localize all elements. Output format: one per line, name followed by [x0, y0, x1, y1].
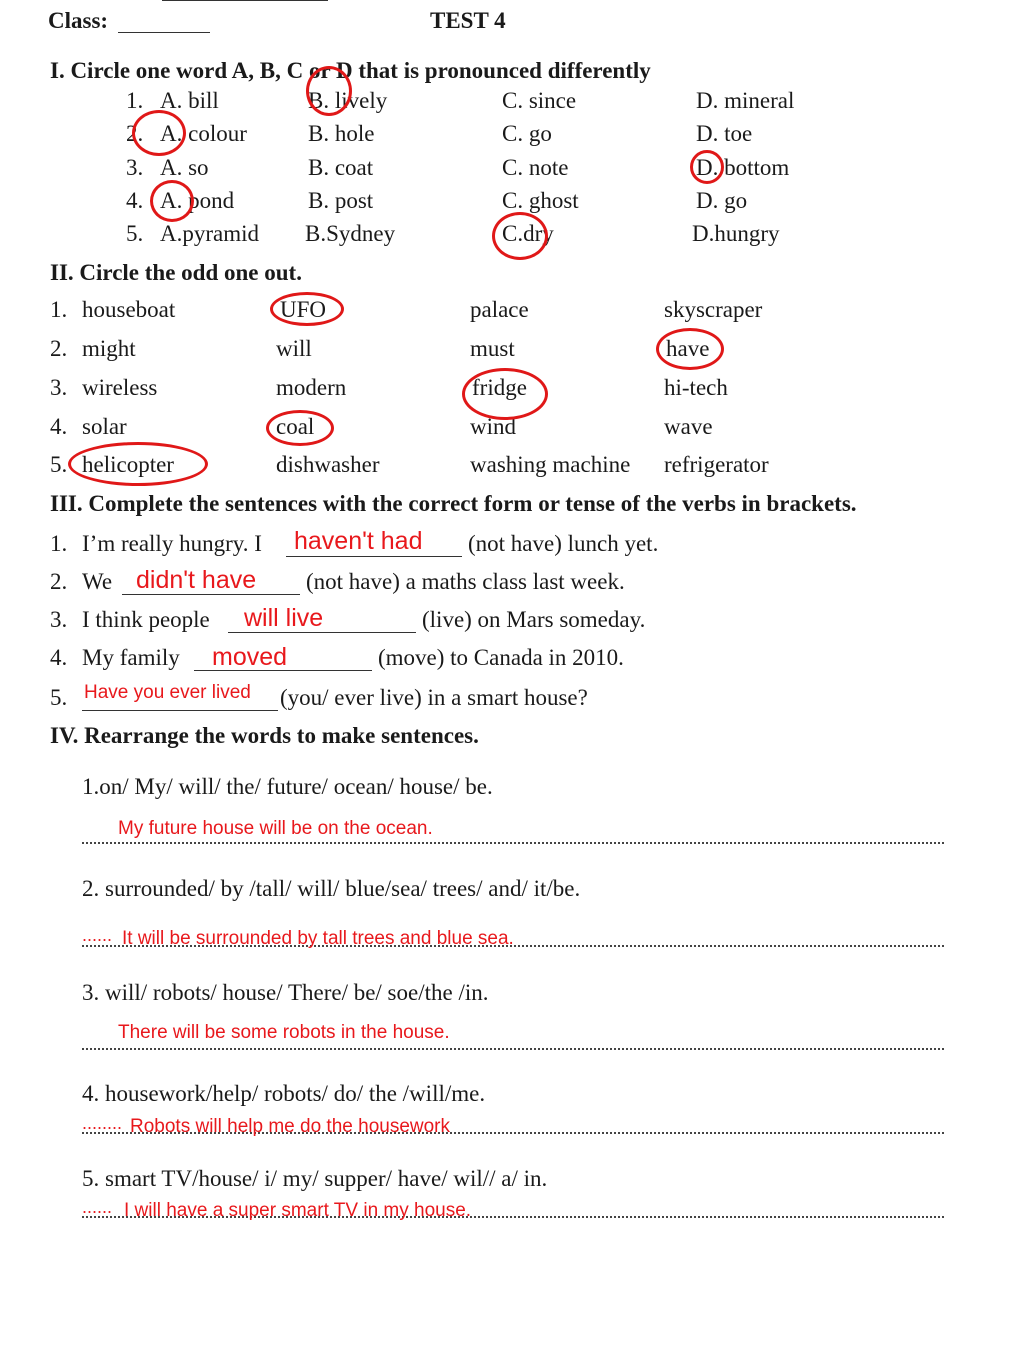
class-blank [118, 32, 210, 33]
section4-heading: IV. Rearrange the words to make sentences. [50, 723, 479, 748]
s3-item2-answer: didn't have [136, 566, 257, 594]
s2-row5-w3: washing machine [470, 452, 631, 477]
s2-row1-w3: palace [470, 297, 529, 322]
s2-row5-w2: dishwasher [276, 452, 380, 477]
s1-row1-a: A. bill [160, 88, 219, 113]
s4-item5-leader: ...... [82, 1197, 113, 1217]
s1-row4-a: A. pond [160, 188, 235, 213]
s2-row1-num: 1. [50, 297, 68, 322]
s2-row2-num: 2. [50, 336, 68, 361]
s4-item5-prompt: 5. smart TV/house/ i/ my/ supper/ have/ wil// a/ in. [82, 1166, 548, 1191]
s1-row5-d: D.hungry [692, 221, 780, 246]
s3-item4-answer: moved [212, 643, 288, 671]
s3-item2-num: 2. [50, 569, 68, 594]
s3-item4-before: My family [82, 645, 180, 670]
section3-heading: III. Complete the sentences with the correct form or tense of the verbs in brackets. [50, 491, 857, 516]
s1-row3-num: 3. [126, 155, 144, 180]
s4-item2-prompt: 2. surrounded/ by /tall/ will/ blue/sea/ trees/ and/ it/be. [82, 876, 581, 901]
s1-row1-b: B. lively [308, 88, 388, 113]
s4-item3-dotline [82, 1048, 944, 1050]
s4-item2-answer: It will be surrounded by tall trees and blue sea. [122, 928, 514, 949]
s1-row2-num: 2. [126, 121, 144, 146]
s1-row3-a: A. so [160, 155, 209, 180]
s1-row1-c: C. since [502, 88, 577, 113]
s2-row5-w1: helicopter [82, 452, 174, 477]
test-title: TEST 4 [430, 8, 506, 33]
header-top-rule [162, 0, 328, 1]
s3-item4-after: (move) to Canada in 2010. [378, 645, 624, 670]
s3-item5-after: (you/ ever live) in a smart house? [280, 685, 588, 710]
s4-item5-answer: I will have a super smart TV in my house. [124, 1200, 472, 1221]
s3-item5-answer: Have you ever lived [84, 682, 251, 703]
s1-row3-d: D. bottom [696, 155, 790, 180]
s1-row2-a: A. colour [160, 121, 247, 146]
s4-item4-prompt: 4. housework/help/ robots/ do/ the /will/me. [82, 1081, 486, 1106]
s1-row1-d: D. mineral [696, 88, 795, 113]
s3-item3-answer: will live [244, 604, 324, 632]
s1-row5-num: 5. [126, 221, 144, 246]
s2-row3-w3: fridge [472, 375, 527, 400]
s2-row4-w4: wave [664, 414, 713, 439]
s2-row3-w4: hi-tech [664, 375, 728, 400]
s2-row4-w1: solar [82, 414, 127, 439]
s2-row5-w4: refrigerator [664, 452, 769, 477]
s3-item1-before: I’m really hungry. I [82, 531, 262, 556]
s1-row5-c: C.dry [502, 221, 554, 246]
s3-item1-after: (not have) lunch yet. [468, 531, 659, 556]
s4-item3-prompt: 3. will/ robots/ house/ There/ be/ soe/the /in. [82, 980, 489, 1005]
s4-item2-leader: ...... [82, 925, 113, 945]
s1-row1-num: 1. [126, 88, 144, 113]
s4-item4-answer: Robots will help me do the housework [130, 1116, 451, 1137]
s3-item2-after: (not have) a maths class last week. [306, 569, 625, 594]
s4-item1-prompt: 1.on/ My/ will/ the/ future/ ocean/ house/ be. [82, 774, 493, 799]
s3-item5-blank [82, 710, 278, 711]
s2-row2-w1: might [82, 336, 136, 361]
s3-item3-after: (live) on Mars someday. [422, 607, 646, 632]
s2-row2-w3: must [470, 336, 515, 361]
s1-row3-c: C. note [502, 155, 569, 180]
s1-row2-d: D. toe [696, 121, 753, 146]
s2-row2-w4: have [666, 336, 710, 361]
s1-row5-b: B.Sydney [305, 221, 396, 246]
s4-item1-answer: My future house will be on the ocean. [118, 818, 433, 839]
s4-item1-dotline [82, 842, 944, 844]
s4-item4-leader: ........ [82, 1113, 123, 1133]
s3-item1-answer: haven't had [294, 527, 423, 555]
s2-row1-w2: UFO [280, 297, 327, 322]
s2-row3-w2: modern [276, 375, 347, 400]
s2-row4-w3: wind [470, 414, 516, 439]
section1-heading: I. Circle one word A, B, C or D that is pronounced differently [50, 58, 651, 83]
s2-row1-w1: houseboat [82, 297, 176, 322]
s1-row4-d: D. go [696, 188, 748, 213]
s2-row3-w1: wireless [82, 375, 158, 400]
s1-row4-num: 4. [126, 188, 144, 213]
s1-row3-b: B. coat [308, 155, 374, 180]
s1-row2-c: C. go [502, 121, 552, 146]
s2-row3-num: 3. [50, 375, 68, 400]
s3-item3-before: I think people [82, 607, 210, 632]
s2-row5-num: 5. [50, 452, 68, 477]
s1-row5-a: A.pyramid [160, 221, 260, 246]
s3-item3-num: 3. [50, 607, 68, 632]
section2-heading: II. Circle the odd one out. [50, 260, 302, 285]
s3-item1-blank [286, 556, 462, 557]
s1-row2-b: B. hole [308, 121, 375, 146]
s3-item5-num: 5. [50, 685, 68, 710]
s3-item2-before: We [82, 569, 113, 594]
s2-row2-w2: will [276, 336, 312, 361]
s1-row4-b: B. post [308, 188, 374, 213]
s2-row1-w4: skyscraper [664, 297, 763, 322]
s3-item4-num: 4. [50, 645, 68, 670]
s2-row4-num: 4. [50, 414, 68, 439]
s3-item1-num: 1. [50, 531, 68, 556]
s2-row4-w2: coal [276, 414, 315, 439]
s4-item3-answer: There will be some robots in the house. [118, 1022, 450, 1043]
s1-row4-c: C. ghost [502, 188, 579, 213]
class-label: Class: [48, 8, 109, 33]
